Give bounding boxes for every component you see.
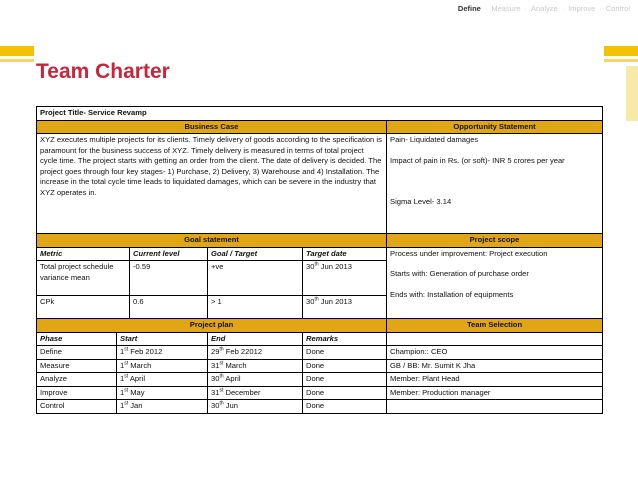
nav-item-improve[interactable]: Improve: [568, 4, 596, 13]
plan-remarks: Done: [303, 359, 387, 373]
plan-col-end: End: [208, 332, 303, 346]
nav-item-measure[interactable]: Measure: [491, 4, 521, 13]
goal-col-metric: Metric: [37, 247, 130, 261]
plan-columns-row: [37, 332, 603, 346]
plan-row: [37, 386, 603, 400]
opportunity-header: Opportunity Statement: [387, 120, 603, 134]
goal-header-row: [37, 234, 603, 248]
nav-item-define[interactable]: Define: [457, 4, 481, 13]
plan-remarks: Done: [303, 373, 387, 387]
plan-col-phase: Phase: [37, 332, 117, 346]
plan-row: [37, 373, 603, 387]
plan-remarks: Done: [303, 400, 387, 414]
plan-end: 31st December: [208, 386, 303, 400]
decorative-bar-left: [0, 46, 34, 56]
plan-end: 29th Feb 22012: [208, 346, 303, 360]
plan-end: 31st March: [208, 359, 303, 373]
nav-separator: ·: [561, 4, 565, 13]
plan-phase: Improve: [37, 386, 117, 400]
team-member: Member: Plant Head: [387, 373, 603, 387]
plan-start: 1st Jan: [117, 400, 208, 414]
plan-end: 30th April: [208, 373, 303, 387]
plan-row: [37, 346, 603, 360]
team-header: Team Selection: [387, 319, 603, 333]
plan-row: [37, 400, 603, 414]
plan-header-row: [37, 319, 603, 333]
goal-columns-row: [37, 247, 603, 261]
opportunity-pain: Pain- Liquidated damages: [390, 135, 479, 144]
opportunity-sigma: Sigma Level- 3.14: [390, 197, 452, 206]
team-member: Member: Production manager: [387, 386, 603, 400]
goal-header: Goal statement: [37, 234, 387, 248]
business-case-row: [37, 134, 603, 234]
team-member: Champion:: CEO: [387, 346, 603, 360]
scope-header: Project scope: [387, 234, 603, 248]
goal-target: > 1: [208, 296, 303, 319]
plan-start: 1st April: [117, 373, 208, 387]
decorative-bar-left-thin: [0, 59, 34, 62]
scope-cell: [387, 247, 603, 319]
scope-starts: Starts with: Generation of purchase order: [390, 269, 529, 278]
goal-metric: Total project schedule variance mean: [37, 261, 130, 296]
goal-current: 0.6: [130, 296, 208, 319]
plan-col-remarks: Remarks: [303, 332, 387, 346]
team-member: [387, 400, 603, 414]
nav-separator: ·: [484, 4, 488, 13]
team-empty-cell: [387, 332, 603, 346]
opportunity-cell: [387, 134, 603, 234]
plan-row: [37, 359, 603, 373]
plan-remarks: Done: [303, 386, 387, 400]
goal-date: 30th Jun 2013: [303, 261, 387, 296]
team-charter-table: [36, 106, 603, 414]
plan-phase: Analyze: [37, 373, 117, 387]
plan-end: 30th Jun: [208, 400, 303, 414]
decorative-bar-right-vertical: [626, 66, 638, 121]
scope-process: Process under improvement: Project execution: [390, 248, 548, 258]
nav-separator: ·: [524, 4, 528, 13]
business-case-header-row: [37, 120, 603, 134]
plan-start: 1st May: [117, 386, 208, 400]
nav-item-analyze[interactable]: Analyze: [531, 4, 558, 13]
opportunity-impact: Impact of pain in Rs. (or soft)- INR 5 crores per year: [390, 155, 565, 165]
phase-navigation: [458, 4, 630, 13]
plan-header: Project plan: [37, 319, 387, 333]
business-case-header: Business Case: [37, 120, 387, 134]
slide-title: Team Charter: [36, 60, 170, 83]
plan-phase: Define: [37, 346, 117, 360]
decorative-bar-right-thin: [604, 59, 638, 62]
plan-start: 1st Feb 2012: [117, 346, 208, 360]
team-member: GB / BB: Mr. Sumit K Jha: [387, 359, 603, 373]
plan-remarks: Done: [303, 346, 387, 360]
goal-target: +ve: [208, 261, 303, 296]
decorative-bar-right: [604, 46, 638, 56]
goal-col-goal: Goal / Target: [208, 247, 303, 261]
project-title: Project Title- Service Revamp: [37, 107, 603, 121]
plan-col-start: Start: [117, 332, 208, 346]
plan-start: 1st March: [117, 359, 208, 373]
nav-separator: ·: [599, 4, 602, 13]
goal-col-date: Target date: [303, 247, 387, 261]
goal-metric: CPk: [37, 296, 130, 319]
goal-current: -0.59: [130, 261, 208, 296]
business-case-text: XYZ executes multiple projects for its clients. Timely delivery of goods according to the specification is paramount for the business success of XYZ. Timely delivery is measured in terms of total project cycle time. The project starts with getting an order from the client. The date of delivery is decided. The project goes through four key stages- 1) Purchase, 2) Delivery, 3) Warehouse and 4) Installation. The increase in the total cycle time leads to liquidated damages, which can be severe in the industry that XYZ operates in.: [37, 134, 387, 234]
project-title-row: [37, 107, 603, 121]
goal-date: 30th Jun 2013: [303, 296, 387, 319]
scope-ends: Ends with: Installation of equipments: [390, 289, 514, 299]
plan-phase: Control: [37, 400, 117, 414]
plan-phase: Measure: [37, 359, 117, 373]
nav-item-control[interactable]: Control: [605, 4, 630, 13]
goal-col-current: Current level: [130, 247, 208, 261]
